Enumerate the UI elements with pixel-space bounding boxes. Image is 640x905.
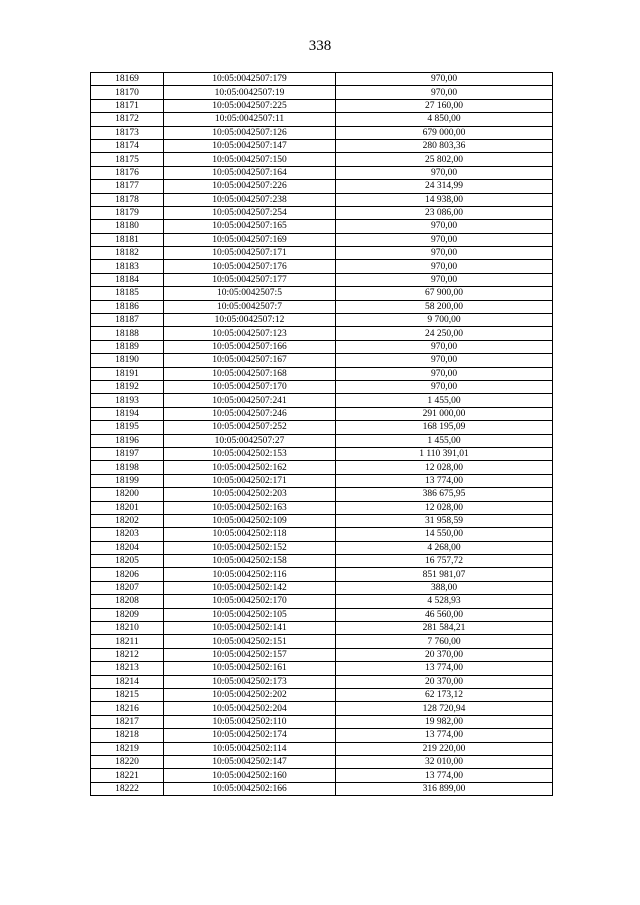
table-row	[91, 260, 553, 273]
cadastral-number-cell: 10:05:0042507:226	[164, 180, 336, 193]
value-cell: 14 938,00	[336, 193, 553, 206]
table-row	[91, 555, 553, 568]
table-row	[91, 742, 553, 755]
cadastral-number-cell: 10:05:0042507:252	[164, 421, 336, 434]
cadastral-number-cell: 10:05:0042502:147	[164, 755, 336, 768]
table-row	[91, 73, 553, 86]
row-number-cell: 18195	[91, 421, 164, 434]
cadastral-number-cell: 10:05:0042507:165	[164, 220, 336, 233]
table-row	[91, 528, 553, 541]
table-row	[91, 488, 553, 501]
table-row	[91, 434, 553, 447]
value-cell: 970,00	[336, 354, 553, 367]
table-row	[91, 340, 553, 353]
row-number-cell: 18192	[91, 380, 164, 393]
value-cell: 62 173,12	[336, 688, 553, 701]
value-cell: 46 560,00	[336, 608, 553, 621]
value-cell: 219 220,00	[336, 742, 553, 755]
table-row	[91, 113, 553, 126]
value-cell: 970,00	[336, 273, 553, 286]
cadastral-number-cell: 10:05:0042502:158	[164, 555, 336, 568]
cadastral-number-cell: 10:05:0042502:151	[164, 635, 336, 648]
table-row	[91, 180, 553, 193]
row-number-cell: 18190	[91, 354, 164, 367]
row-number-cell: 18199	[91, 474, 164, 487]
value-cell: 7 760,00	[336, 635, 553, 648]
row-number-cell: 18191	[91, 367, 164, 380]
table-row	[91, 755, 553, 768]
row-number-cell: 18203	[91, 528, 164, 541]
row-number-cell: 18218	[91, 729, 164, 742]
table-row	[91, 702, 553, 715]
row-number-cell: 18201	[91, 501, 164, 514]
table-row	[91, 662, 553, 675]
row-number-cell: 18186	[91, 300, 164, 313]
table-row	[91, 568, 553, 581]
value-cell: 316 899,00	[336, 782, 553, 795]
table-row	[91, 233, 553, 246]
table-row	[91, 354, 553, 367]
value-cell: 67 900,00	[336, 287, 553, 300]
value-cell: 970,00	[336, 247, 553, 260]
cadastral-number-cell: 10:05:0042507:12	[164, 314, 336, 327]
cadastral-number-cell: 10:05:0042507:171	[164, 247, 336, 260]
value-cell: 25 802,00	[336, 153, 553, 166]
table-row	[91, 86, 553, 99]
value-cell: 970,00	[336, 73, 553, 86]
row-number-cell: 18210	[91, 622, 164, 635]
row-number-cell: 18181	[91, 233, 164, 246]
table-row	[91, 501, 553, 514]
row-number-cell: 18209	[91, 608, 164, 621]
value-cell: 970,00	[336, 86, 553, 99]
cadastral-number-cell: 10:05:0042507:246	[164, 407, 336, 420]
cadastral-number-cell: 10:05:0042502:152	[164, 541, 336, 554]
value-cell: 24 314,99	[336, 180, 553, 193]
table-row	[91, 648, 553, 661]
table-row	[91, 769, 553, 782]
value-cell: 291 000,00	[336, 407, 553, 420]
cadastral-number-cell: 10:05:0042507:126	[164, 126, 336, 139]
value-cell: 24 250,00	[336, 327, 553, 340]
value-cell: 13 774,00	[336, 729, 553, 742]
value-cell: 281 584,21	[336, 622, 553, 635]
table-row	[91, 407, 553, 420]
cadastral-number-cell: 10:05:0042502:174	[164, 729, 336, 742]
cadastral-number-cell: 10:05:0042502:173	[164, 675, 336, 688]
row-number-cell: 18184	[91, 273, 164, 286]
value-cell: 12 028,00	[336, 501, 553, 514]
row-number-cell: 18171	[91, 99, 164, 112]
row-number-cell: 18180	[91, 220, 164, 233]
row-number-cell: 18170	[91, 86, 164, 99]
value-cell: 970,00	[336, 220, 553, 233]
value-cell: 1 455,00	[336, 394, 553, 407]
cadastral-number-cell: 10:05:0042507:5	[164, 287, 336, 300]
value-cell: 386 675,95	[336, 488, 553, 501]
cadastral-number-cell: 10:05:0042502:110	[164, 715, 336, 728]
row-number-cell: 18198	[91, 461, 164, 474]
table-row	[91, 327, 553, 340]
table-row	[91, 206, 553, 219]
value-cell: 31 958,59	[336, 514, 553, 527]
cadastral-number-cell: 10:05:0042502:170	[164, 595, 336, 608]
row-number-cell: 18211	[91, 635, 164, 648]
table-row	[91, 782, 553, 795]
table-row	[91, 688, 553, 701]
cadastral-number-cell: 10:05:0042507:225	[164, 99, 336, 112]
value-cell: 970,00	[336, 166, 553, 179]
table-row	[91, 447, 553, 460]
cadastral-number-cell: 10:05:0042507:176	[164, 260, 336, 273]
value-cell: 16 757,72	[336, 555, 553, 568]
row-number-cell: 18194	[91, 407, 164, 420]
cadastral-number-cell: 10:05:0042507:164	[164, 166, 336, 179]
cadastral-number-cell: 10:05:0042502:105	[164, 608, 336, 621]
cadastral-number-cell: 10:05:0042507:254	[164, 206, 336, 219]
cadastral-number-cell: 10:05:0042507:11	[164, 113, 336, 126]
value-cell: 20 370,00	[336, 675, 553, 688]
value-cell: 851 981,07	[336, 568, 553, 581]
table-row	[91, 220, 553, 233]
cadastral-number-cell: 10:05:0042507:167	[164, 354, 336, 367]
row-number-cell: 18179	[91, 206, 164, 219]
cadastral-number-cell: 10:05:0042507:238	[164, 193, 336, 206]
table-row	[91, 380, 553, 393]
row-number-cell: 18204	[91, 541, 164, 554]
cadastral-number-cell: 10:05:0042507:169	[164, 233, 336, 246]
table-row	[91, 99, 553, 112]
row-number-cell: 18212	[91, 648, 164, 661]
value-cell: 168 195,09	[336, 421, 553, 434]
row-number-cell: 18206	[91, 568, 164, 581]
row-number-cell: 18213	[91, 662, 164, 675]
value-cell: 58 200,00	[336, 300, 553, 313]
value-cell: 19 982,00	[336, 715, 553, 728]
row-number-cell: 18215	[91, 688, 164, 701]
row-number-cell: 18219	[91, 742, 164, 755]
value-cell: 13 774,00	[336, 474, 553, 487]
row-number-cell: 18208	[91, 595, 164, 608]
page-number: 338	[308, 38, 332, 54]
table-row	[91, 394, 553, 407]
value-cell: 32 010,00	[336, 755, 553, 768]
cadastral-number-cell: 10:05:0042502:142	[164, 581, 336, 594]
table-row	[91, 166, 553, 179]
table-row	[91, 300, 553, 313]
value-cell: 970,00	[336, 233, 553, 246]
table-row	[91, 675, 553, 688]
table-row	[91, 287, 553, 300]
value-cell: 27 160,00	[336, 99, 553, 112]
row-number-cell: 18177	[91, 180, 164, 193]
cadastral-number-cell: 10:05:0042507:123	[164, 327, 336, 340]
table-row	[91, 595, 553, 608]
value-cell: 1 455,00	[336, 434, 553, 447]
table-row	[91, 421, 553, 434]
table-row	[91, 514, 553, 527]
row-number-cell: 18200	[91, 488, 164, 501]
table-row	[91, 273, 553, 286]
cadastral-number-cell: 10:05:0042502:153	[164, 447, 336, 460]
value-cell: 4 268,00	[336, 541, 553, 554]
row-number-cell: 18222	[91, 782, 164, 795]
cadastral-number-cell: 10:05:0042507:166	[164, 340, 336, 353]
value-cell: 128 720,94	[336, 702, 553, 715]
cadastral-number-cell: 10:05:0042507:177	[164, 273, 336, 286]
row-number-cell: 18214	[91, 675, 164, 688]
cadastral-number-cell: 10:05:0042502:161	[164, 662, 336, 675]
table-row	[91, 541, 553, 554]
cadastral-number-cell: 10:05:0042507:147	[164, 139, 336, 152]
row-number-cell: 18197	[91, 447, 164, 460]
table-row	[91, 474, 553, 487]
row-number-cell: 18174	[91, 139, 164, 152]
value-cell: 280 803,36	[336, 139, 553, 152]
cadastral-number-cell: 10:05:0042507:150	[164, 153, 336, 166]
row-number-cell: 18193	[91, 394, 164, 407]
value-cell: 14 550,00	[336, 528, 553, 541]
table-row	[91, 715, 553, 728]
value-cell: 20 370,00	[336, 648, 553, 661]
value-cell: 970,00	[336, 340, 553, 353]
value-cell: 13 774,00	[336, 769, 553, 782]
row-number-cell: 18169	[91, 73, 164, 86]
row-number-cell: 18217	[91, 715, 164, 728]
cadastral-number-cell: 10:05:0042507:7	[164, 300, 336, 313]
table-row	[91, 635, 553, 648]
value-cell: 1 110 391,01	[336, 447, 553, 460]
cadastral-number-cell: 10:05:0042507:241	[164, 394, 336, 407]
row-number-cell: 18178	[91, 193, 164, 206]
value-cell: 388,00	[336, 581, 553, 594]
row-number-cell: 18207	[91, 581, 164, 594]
cadastral-number-cell: 10:05:0042502:116	[164, 568, 336, 581]
cadastral-number-cell: 10:05:0042502:163	[164, 501, 336, 514]
table-row	[91, 193, 553, 206]
row-number-cell: 18216	[91, 702, 164, 715]
cadastral-number-cell: 10:05:0042502:118	[164, 528, 336, 541]
cadastral-number-cell: 10:05:0042502:171	[164, 474, 336, 487]
value-cell: 970,00	[336, 380, 553, 393]
cadastral-number-cell: 10:05:0042507:170	[164, 380, 336, 393]
row-number-cell: 18176	[91, 166, 164, 179]
table-row	[91, 608, 553, 621]
row-number-cell: 18173	[91, 126, 164, 139]
row-number-cell: 18189	[91, 340, 164, 353]
row-number-cell: 18187	[91, 314, 164, 327]
table-row	[91, 126, 553, 139]
value-cell: 970,00	[336, 260, 553, 273]
table-row	[91, 247, 553, 260]
row-number-cell: 18172	[91, 113, 164, 126]
table-row	[91, 153, 553, 166]
value-cell: 679 000,00	[336, 126, 553, 139]
cadastral-number-cell: 10:05:0042502:114	[164, 742, 336, 755]
row-number-cell: 18175	[91, 153, 164, 166]
row-number-cell: 18202	[91, 514, 164, 527]
row-number-cell: 18183	[91, 260, 164, 273]
table-body	[91, 73, 553, 796]
cadastral-number-cell: 10:05:0042502:141	[164, 622, 336, 635]
table-row	[91, 622, 553, 635]
cadastral-table	[90, 72, 553, 796]
cadastral-number-cell: 10:05:0042507:19	[164, 86, 336, 99]
row-number-cell: 18220	[91, 755, 164, 768]
value-cell: 23 086,00	[336, 206, 553, 219]
value-cell: 970,00	[336, 367, 553, 380]
table-row	[91, 581, 553, 594]
cadastral-number-cell: 10:05:0042507:179	[164, 73, 336, 86]
table-row	[91, 729, 553, 742]
value-cell: 4 528,93	[336, 595, 553, 608]
value-cell: 4 850,00	[336, 113, 553, 126]
value-cell: 12 028,00	[336, 461, 553, 474]
table-row	[91, 461, 553, 474]
cadastral-number-cell: 10:05:0042502:166	[164, 782, 336, 795]
row-number-cell: 18185	[91, 287, 164, 300]
row-number-cell: 18188	[91, 327, 164, 340]
cadastral-number-cell: 10:05:0042507:168	[164, 367, 336, 380]
cadastral-number-cell: 10:05:0042502:109	[164, 514, 336, 527]
row-number-cell: 18196	[91, 434, 164, 447]
row-number-cell: 18182	[91, 247, 164, 260]
cadastral-number-cell: 10:05:0042502:203	[164, 488, 336, 501]
row-number-cell: 18205	[91, 555, 164, 568]
table-row	[91, 314, 553, 327]
cadastral-number-cell: 10:05:0042502:160	[164, 769, 336, 782]
value-cell: 13 774,00	[336, 662, 553, 675]
row-number-cell: 18221	[91, 769, 164, 782]
cadastral-number-cell: 10:05:0042502:157	[164, 648, 336, 661]
table-row	[91, 139, 553, 152]
cadastral-number-cell: 10:05:0042502:202	[164, 688, 336, 701]
cadastral-number-cell: 10:05:0042507:27	[164, 434, 336, 447]
table-row	[91, 367, 553, 380]
value-cell: 9 700,00	[336, 314, 553, 327]
cadastral-number-cell: 10:05:0042502:204	[164, 702, 336, 715]
cadastral-number-cell: 10:05:0042502:162	[164, 461, 336, 474]
